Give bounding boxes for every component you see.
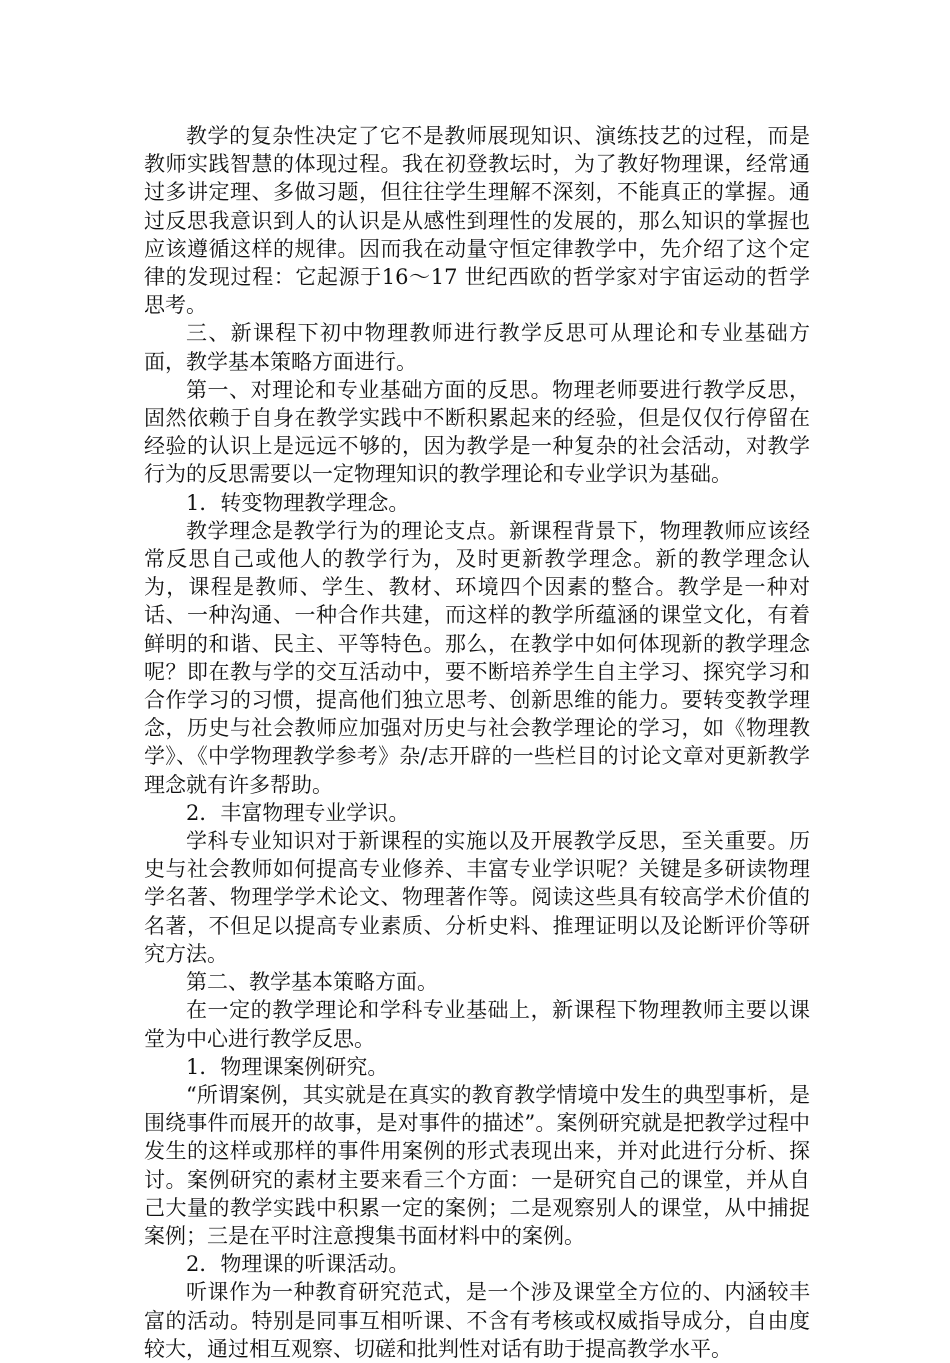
paragraph: 教学的复杂性决定了它不是教师展现知识、演练技艺的过程，而是教师实践智慧的体现过程。我在初登教坛时，为了教好物理课，经常通过多讲定理、多做习题，但往往学生理解不深刻，不能真正的掌握。通过反思我意识到人的认识是从感性到理性的发展的，那么知识的掌握也应该遵循这样的规律。因而我在动量守恒定律教学中，先介绍了这个定律的发现过程：它起源于16～17 世纪西欧的哲学家对宇宙运动的哲学思考。 [144, 124, 810, 318]
subheading: 2．丰富物理专业学识。 [186, 800, 410, 825]
subheading: 2．物理课的听课活动。 [186, 1252, 410, 1277]
document-body [144, 122, 810, 1363]
subheading: 1．物理课案例研究。 [186, 1054, 389, 1079]
paragraph: 在一定的教学理论和学科专业基础上，新课程下物理教师主要以课堂为中心进行教学反思。 [144, 998, 810, 1051]
paragraph: 第一、对理论和专业基础方面的反思。物理老师要进行教学反思，固然依赖于自身在教学实践中不断积累起来的经验，但是仅仅行停留在经验的认识上是远远不够的，因为教学是一种复杂的社会活动，对教学行为的反思需要以一定物理知识的教学理论和专业学识为基础。 [144, 377, 810, 487]
section-heading-three: 三、新课程下初中物理教师进行教学反思可从理论和专业基础方面，教学基本策略方面进行。 [144, 321, 810, 374]
subheading: 1．转变物理教学理念。 [186, 490, 410, 515]
paragraph: 学科专业知识对于新课程的实施以及开展教学反思，至关重要。历史与社会教师如何提高专业修养、丰富专业学识呢？关键是多研读物理学名著、物理学学术论文、物理著作等。阅读这些具有较高学术价值的名著，不但足以提高专业素质、分析史料、推理证明以及论断评价等研究方法。 [144, 829, 810, 966]
paragraph: “所谓案例，其实就是在真实的教育教学情境中发生的典型事析，是围绕事件而展开的故事，是对事件的描述”。案例研究就是把教学过程中发生的这样或那样的事件用案例的形式表现出来，并对此进行分析、探讨。案例研究的素材主要来看三个方面：一是研究自己的课堂，并从自己大量的教学实践中积累一定的案例；二是观察别人的课堂，从中捕捉案例；三是在平时注意搜集书面材料中的案例。 [144, 1082, 810, 1248]
paragraph: 教学理念是教学行为的理论支点。新课程背景下，物理教师应该经常反思自己或他人的教学行为，及时更新教学理念。新的教学理念认为，课程是教师、学生、教材、环境四个因素的整合。教学是一种对话、一种沟通、一种合作共建，而这样的教学所蕴涵的课堂文化，有着鲜明的和谐、民主、平等特色。那么，在教学中如何体现新的教学理念呢？即在教与学的交互活动中，要不断培养学生自主学习、探究学习和合作学习的习惯，提高他们独立思考、创新思维的能力。要转变教学理念，历史与社会教师应加强对历史与社会教学理论的学习，如《物理教学》、《中学物理教学参考》杂/志开辟的一些栏目的讨论文章对更新教学理念就有许多帮助。 [144, 518, 810, 797]
subheading: 第二、教学基本策略方面。 [186, 970, 438, 995]
paragraph: 听课作为一种教育研究范式，是一个涉及课堂全方位的、内涵较丰富的活动。特别是同事互相听课、不含有考核或权威指导成分，自由度较大，通过相互观察、切磋和批判性对话有助于提高教学水平。 [144, 1280, 810, 1361]
